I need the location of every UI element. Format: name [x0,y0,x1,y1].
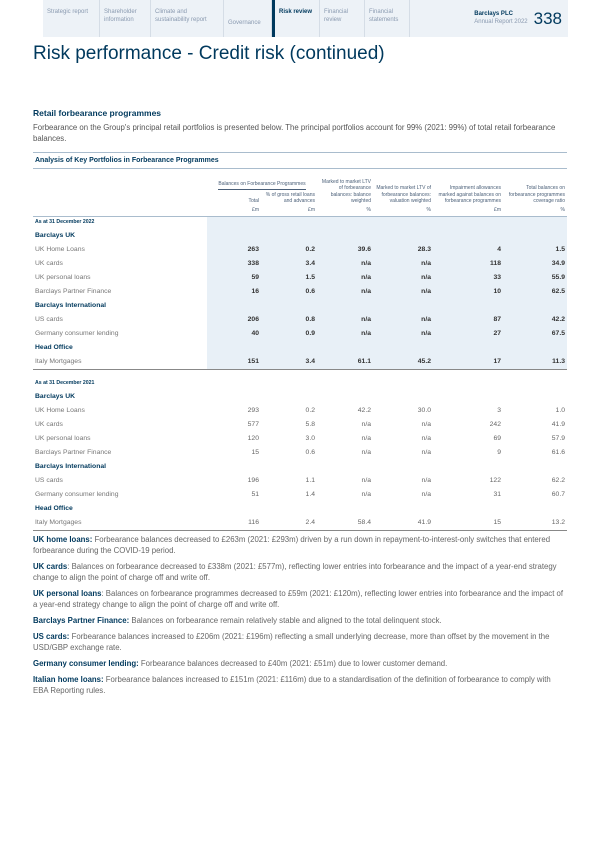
value-cell: 55.9 [503,271,567,285]
period-row [33,216,567,229]
unit-label: £m [433,206,503,217]
empty-cell [317,299,373,313]
value-cell: 62.2 [551,477,565,484]
empty-cell [207,378,261,390]
value-cell: n/a [421,491,431,498]
group-label: Barclays International [35,463,107,470]
value-cell: 0.6 [261,285,317,299]
value-cell: 2.4 [261,516,317,531]
value-cell: 16 [207,285,261,299]
value-cell: n/a [421,435,431,442]
value-cell: 1.1 [305,477,315,484]
row-label: Italy Mortgages [33,355,207,370]
value-cell: 1.4 [305,491,315,498]
value-cell: 9 [497,449,501,456]
empty-cell [503,341,567,355]
group-row [33,390,567,404]
period-label: As at 31 December 2022 [35,219,95,225]
row-label: Italy Mortgages [33,516,207,531]
empty-cell [317,378,373,390]
table-row [33,488,567,502]
period-label: As at 31 December 2021 [35,380,95,386]
group-label: Barclays International [35,302,107,309]
value-cell: 51 [251,491,259,498]
value-cell: 28.3 [373,243,433,257]
note-paragraph [33,631,567,653]
value-cell: 0.6 [305,449,315,456]
empty-cell [503,216,567,229]
empty-cell [433,502,503,516]
empty-cell [261,378,317,390]
value-cell: 58.4 [317,516,373,531]
commentary [33,534,567,696]
value-cell: 57.9 [551,435,565,442]
value-cell: 118 [433,257,503,271]
value-cell: n/a [373,285,433,299]
empty-cell [373,460,433,474]
empty-cell [373,216,433,229]
value-cell: 33 [433,271,503,285]
value-cell: 10 [433,285,503,299]
group-label: Barclays UK [35,232,76,239]
table-row [33,404,567,418]
empty-cell [503,378,567,390]
value-cell: 41.9 [373,516,433,531]
row-label: UK personal loans [35,435,91,442]
note-label: Italian home loans: [33,674,104,684]
value-cell: 59 [207,271,261,285]
col-header: Marked to market LTV of forbearance balances: balance weighted [321,178,371,204]
value-cell: 1.0 [555,407,565,414]
value-cell: 3.0 [305,435,315,442]
value-cell: n/a [361,449,371,456]
value-cell: 39.6 [317,243,373,257]
empty-cell [207,299,261,313]
forbearance-table [33,152,567,531]
empty-cell [317,229,373,243]
note-label: UK home loans: [33,534,93,544]
page-title: Risk performance - Credit risk (continued) [33,43,385,64]
value-cell: 45.2 [373,355,433,370]
group-label: Barclays UK [35,393,76,400]
value-cell: 40 [207,327,261,341]
content [33,108,567,701]
value-cell: 0.2 [261,243,317,257]
empty-cell [207,502,261,516]
value-cell: 196 [247,477,259,484]
brand-name: Barclays PLC [474,11,513,17]
empty-cell [373,390,433,404]
value-cell: 3 [497,407,501,414]
empty-cell [317,390,373,404]
empty-cell [433,390,503,404]
empty-cell [207,216,261,229]
value-cell: n/a [361,421,371,428]
group-header: Balances on Forbearance Programmes [218,181,305,190]
empty-cell [317,502,373,516]
value-cell: 67.5 [503,327,567,341]
note-paragraph [33,588,567,610]
nav-risk-review[interactable]: Risk review [272,0,320,37]
table-row [33,271,567,285]
value-cell: 41.9 [551,421,565,428]
value-cell: 577 [247,421,259,428]
nav-financial-statements[interactable]: Financial statements [365,0,410,37]
value-cell: n/a [317,327,373,341]
section-heading: Retail forbearance programmes [33,108,162,118]
value-cell: 30.0 [417,407,431,414]
value-cell: 69 [493,435,501,442]
value-cell: 34.9 [503,257,567,271]
value-cell: 0.8 [261,313,317,327]
table-row [33,285,567,299]
value-cell: n/a [373,327,433,341]
table-row [33,418,567,432]
note-paragraph [33,561,567,583]
spacer [33,369,567,378]
col-header: Total balances on forbearance programmes coverage ratio [508,185,565,204]
note-label: UK cards [33,561,68,571]
empty-cell [373,341,433,355]
empty-cell [433,341,503,355]
value-cell: 293 [247,407,259,414]
unit-label: % [373,206,433,217]
nav-shareholder-information[interactable]: Shareholder information [100,0,151,37]
note-label: US cards: [33,631,70,641]
empty-cell [207,341,261,355]
empty-cell [433,378,503,390]
empty-cell [261,460,317,474]
group-row [33,299,567,313]
group-row [33,229,567,243]
note-paragraph [33,674,567,696]
empty-cell [317,341,373,355]
unit-label: £m [261,206,317,217]
value-cell: n/a [421,477,431,484]
empty-cell [261,229,317,243]
empty-cell [503,460,567,474]
col-header: Marked to market LTV of forbearance balances: valuation weighted [376,185,431,204]
empty-cell [503,390,567,404]
value-cell: n/a [317,257,373,271]
value-cell: 116 [207,516,261,531]
row-label: UK cards [35,421,63,428]
row-label: UK personal loans [35,274,91,281]
value-cell: 27 [433,327,503,341]
value-cell: n/a [421,421,431,428]
empty-cell [373,299,433,313]
value-cell: 42.2 [357,407,371,414]
unit-label: £m [207,206,261,217]
empty-cell [373,378,433,390]
value-cell: 61.6 [551,449,565,456]
table-row [33,327,567,341]
value-cell: 42.2 [503,313,567,327]
value-cell: n/a [361,491,371,498]
note-paragraph [33,534,567,556]
table-row [33,355,567,370]
col-header: % of gross retail loans and advances [265,191,315,204]
empty-cell [317,460,373,474]
value-cell: n/a [317,313,373,327]
value-cell: 5.8 [305,421,315,428]
table-row [33,432,567,446]
value-cell: 120 [247,435,259,442]
value-cell: 15 [433,516,503,531]
value-cell: 3.4 [261,355,317,370]
nav-strategic-report[interactable]: Strategic report [43,0,100,37]
note-label: Barclays Partner Finance: [33,615,130,625]
empty-cell [503,229,567,243]
table-row [33,474,567,488]
note-text: : Balances on forbearance decreased to £338m (2021: £577m), reflecting lower entries into forbearance and the impact of a year-end strategy change to align the point of charge off and write off. [33,561,557,582]
row-label: Barclays Partner Finance [35,288,112,295]
value-cell: 338 [207,257,261,271]
col-header: Impairment allowances marked against balances on forbearance programmes [438,185,501,204]
value-cell: 206 [207,313,261,327]
value-cell: 1.5 [261,271,317,285]
brand [474,0,568,37]
empty-cell [261,216,317,229]
empty-cell [433,216,503,229]
value-cell: 87 [433,313,503,327]
value-cell: n/a [361,477,371,484]
note-text: : Balances on forbearance programmes decreased to £59m (2021: £120m), reflecting lower entries into forbearance and the impact of a year-end strategy change to align the point of charge off and write off. [33,588,564,609]
nav-governance[interactable]: Governance [224,0,272,37]
empty-cell [503,299,567,313]
value-cell: n/a [317,271,373,285]
value-cell: 17 [433,355,503,370]
empty-cell [373,502,433,516]
note-text: Forbearance balances increased to £206m (2021: £196m) reflecting a small underlying decrease, more than offset by the movement in the USD/GBP exchange rate. [33,631,550,652]
group-row [33,460,567,474]
row-label: US cards [35,477,63,484]
row-label: UK Home Loans [35,246,85,253]
unit-label: % [503,206,567,217]
intro-text: Forbearance on the Group's principal retail portfolios is presented below. The principal portfolios account for 99% (2021: 99%) of total retail forbearance balances. [33,123,556,143]
note-paragraph [33,658,567,669]
group-row [33,341,567,355]
row-label: UK cards [35,260,63,267]
value-cell: 0.9 [261,327,317,341]
value-cell: 31 [493,491,501,498]
report-name: Annual Report 2022 [474,18,528,25]
note-text: Forbearance balances decreased to £40m (2021: £51m) due to lower customer demand. [138,658,448,668]
value-cell: 0.2 [305,407,315,414]
note-text: Forbearance balances decreased to £263m (2021: £293m) driven by a run down in repayment-to-interest-only switches that entered forbearance during the COVID-19 period. [33,534,551,555]
value-cell: 263 [207,243,261,257]
table-row [33,243,567,257]
spacer [33,369,567,378]
value-cell: 15 [251,449,259,456]
value-cell: 61.1 [317,355,373,370]
empty-cell [433,299,503,313]
top-navigation [43,0,568,37]
value-cell: n/a [317,285,373,299]
row-label: US cards [35,316,63,323]
empty-cell [317,216,373,229]
empty-cell [207,460,261,474]
empty-cell [261,502,317,516]
empty-cell [207,229,261,243]
row-label: Germany consumer lending [35,330,119,337]
note-label: Germany consumer lending: [33,658,139,668]
value-cell: 11.3 [503,355,567,370]
value-cell: 122 [489,477,501,484]
value-cell: 60.7 [551,491,565,498]
table-row [33,257,567,271]
empty-cell [261,299,317,313]
col-header: Total [248,198,259,204]
nav-financial-review[interactable]: Financial review [320,0,365,37]
value-cell: 62.5 [503,285,567,299]
empty-cell [261,341,317,355]
empty-cell [433,460,503,474]
value-cell: 4 [433,243,503,257]
page-number: 338 [533,8,562,28]
note-text: Forbearance balances increased to £151m (2021: £116m) due to a standardisation of the definition of forbearance to comply with EBA Reporting rules. [33,674,551,695]
note-label: UK personal loans [33,588,102,598]
value-cell: 151 [207,355,261,370]
nav-climate-report[interactable]: Climate and sustainability report [151,0,224,37]
period-row [33,378,567,390]
value-cell: n/a [373,271,433,285]
table-row [33,516,567,531]
row-label: Germany consumer lending [35,491,119,498]
value-cell: 13.2 [503,516,567,531]
group-label: Head Office [35,344,73,351]
value-cell: n/a [373,313,433,327]
empty-cell [261,390,317,404]
table-title: Analysis of Key Portfolios in Forbearance Programmes [33,152,567,169]
value-cell: n/a [361,435,371,442]
note-paragraph [33,615,567,626]
group-row [33,502,567,516]
group-label: Head Office [35,505,73,512]
value-cell: 3.4 [261,257,317,271]
unit-label: % [317,206,373,217]
empty-cell [433,229,503,243]
row-label: Barclays Partner Finance [35,449,112,456]
value-cell: 242 [489,421,501,428]
value-cell: n/a [373,257,433,271]
value-cell: 1.5 [503,243,567,257]
value-cell: n/a [421,449,431,456]
table-row [33,313,567,327]
empty-cell [373,229,433,243]
empty-cell [503,502,567,516]
row-label: UK Home Loans [35,407,85,414]
table-row [33,446,567,460]
note-text: Balances on forbearance remain relatively stable and aligned to the total delinquent stock. [129,615,442,625]
empty-cell [207,390,261,404]
